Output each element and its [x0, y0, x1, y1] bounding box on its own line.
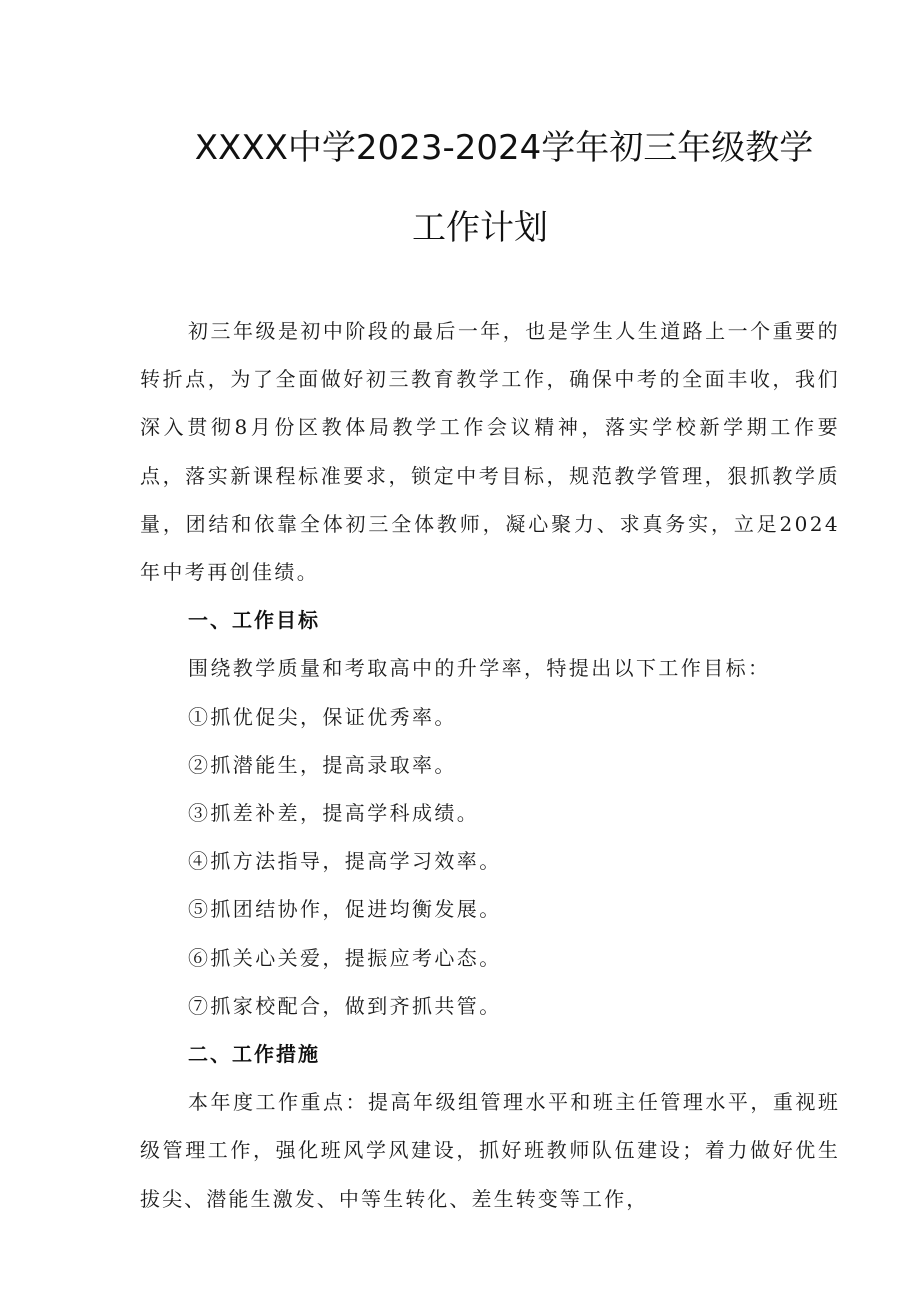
document-title-line-1: XXXX中学2023-2024学年初三年级教学: [194, 128, 814, 168]
section-heading-goals: 一、工作目标: [188, 608, 320, 633]
goal-item: ①抓优促尖，保证优秀率。: [188, 704, 457, 729]
goal-item: ②抓潜能生，提高录取率。: [188, 752, 457, 777]
goals-lead-paragraph: 围绕教学质量和考取高中的升学率，特提出以下工作目标：: [188, 656, 771, 681]
goal-item: ③抓差补差，提高学科成绩。: [188, 801, 480, 826]
goal-item: ⑤抓团结协作，促进均衡发展。: [188, 897, 502, 922]
document-body: [140, 307, 840, 1223]
section-heading-measures: 二、工作措施: [188, 1042, 320, 1067]
goal-item: ⑦抓家校配合，做到齐抓共管。: [188, 993, 502, 1018]
document-title-line-2: 工作计划: [412, 208, 548, 248]
measures-paragraph: 本年度工作重点：提高年级组管理水平和班主任管理水平，重视班级管理工作，强化班风学风建设，抓好班教师队伍建设；着力做好优生拔尖、潜能生激发、中等生转化、差生转变等工作，: [140, 1090, 840, 1211]
goal-item: ④抓方法指导，提高学习效率。: [188, 849, 502, 874]
intro-paragraph: 初三年级是初中阶段的最后一年，也是学生人生道路上一个重要的转折点，为了全面做好初三教育教学工作，确保中考的全面丰收，我们深入贯彻8月份区教体局教学工作会议精神，落实学校新学期工作要点，落实新课程标准要求，锁定中考目标，规范教学管理，狠抓教学质量，团结和依靠全体初三全体教师，凝心聚力、求真务实，立足2024年中考再创佳绩。: [140, 319, 840, 585]
goal-item: ⑥抓关心关爱，提振应考心态。: [188, 945, 502, 970]
